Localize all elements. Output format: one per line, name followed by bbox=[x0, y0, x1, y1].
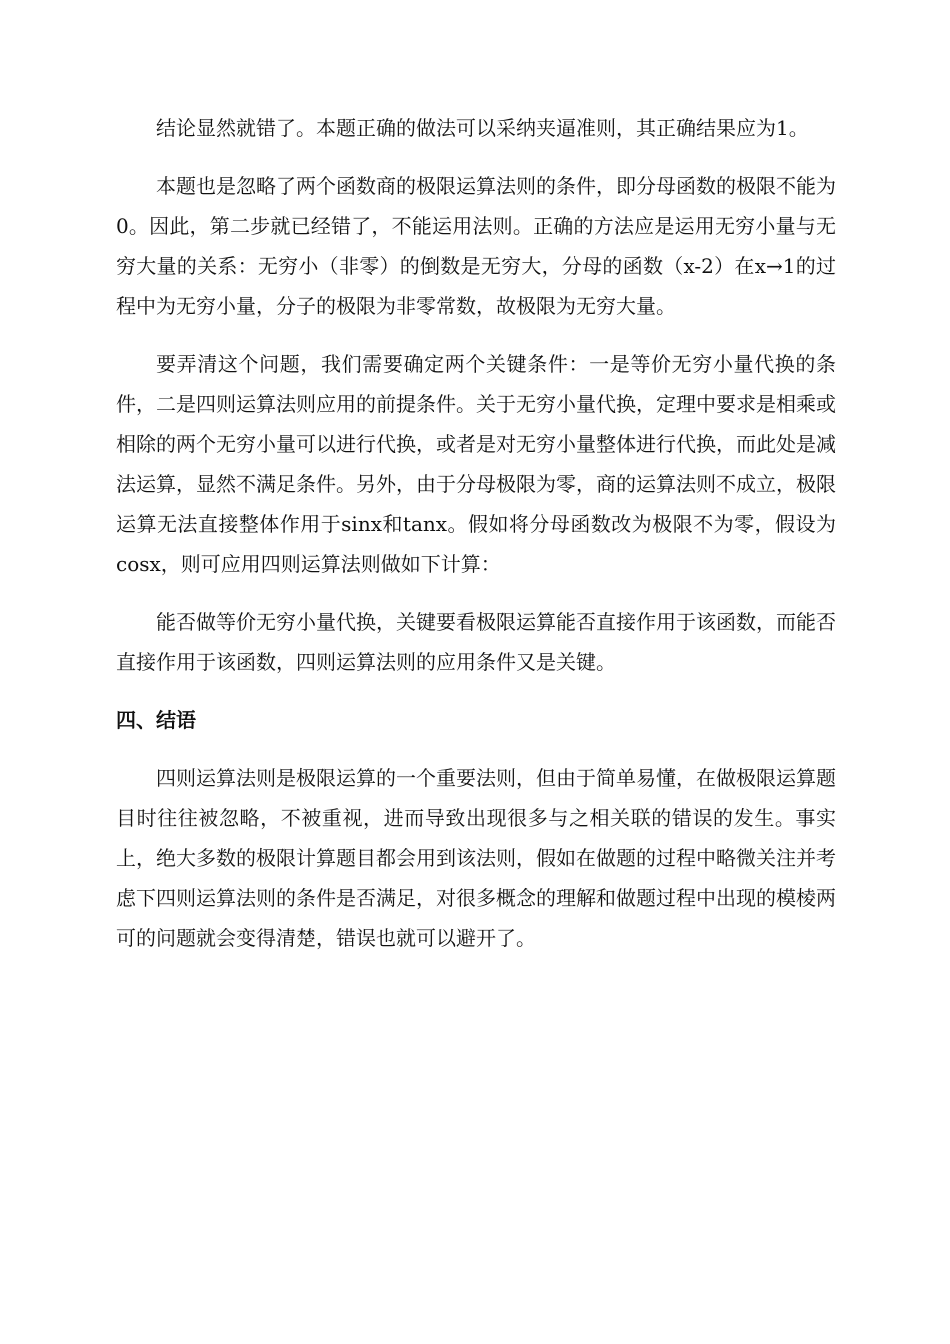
paragraph-equivalent-substitution: 能否做等价无穷小量代换，关键要看极限运算能否直接作用于该函数，而能否直接作用于该函数，四则运算法则的应用条件又是关键。 bbox=[116, 610, 836, 674]
section-heading: 四、结语 bbox=[116, 708, 196, 732]
paragraph-quotient-rule: 本题也是忽略了两个函数商的极限运算法则的条件，即分母函数的极限不能为0。因此，第二步就已经错了，不能运用法则。正确的方法应是运用无穷小量与无穷大量的关系：无穷小（非零）的倒数是无穷大，分母的函数（x-2）在x→1的过程中为无穷小量，分子的极限为非零常数，故极限为无穷大量。 bbox=[116, 174, 836, 318]
paragraph-conclusion-wrong: 结论显然就错了。本题正确的做法可以采纳夹逼准则，其正确结果应为1。 bbox=[156, 116, 809, 140]
paragraph-key-conditions: 要弄清这个问题，我们需要确定两个关键条件：一是等价无穷小量代换的条件，二是四则运算法则应用的前提条件。关于无穷小量代换，定理中要求是相乘或相除的两个无穷小量可以进行代换，或者是对无穷小量整体进行代换，而此处是减法运算，显然不满足条件。另外，由于分母极限为零，商的运算法则不成立，极限运算无法直接整体作用于sinx和tanx。假如将分母函数改为极限不为零，假设为cosx，则可应用四则运算法则做如下计算： bbox=[116, 352, 836, 576]
paragraph-final-conclusion: 四则运算法则是极限运算的一个重要法则，但由于简单易懂，在做极限运算题目时往往被忽略，不被重视，进而导致出现很多与之相关联的错误的发生。事实上，绝大多数的极限计算题目都会用到该法则，假如在做题的过程中略微关注并考虑下四则运算法则的条件是否满足，对很多概念的理解和做题过程中出现的模棱两可的问题就会变得清楚，错误也就可以避开了。 bbox=[116, 766, 836, 950]
document-body bbox=[116, 108, 836, 976]
